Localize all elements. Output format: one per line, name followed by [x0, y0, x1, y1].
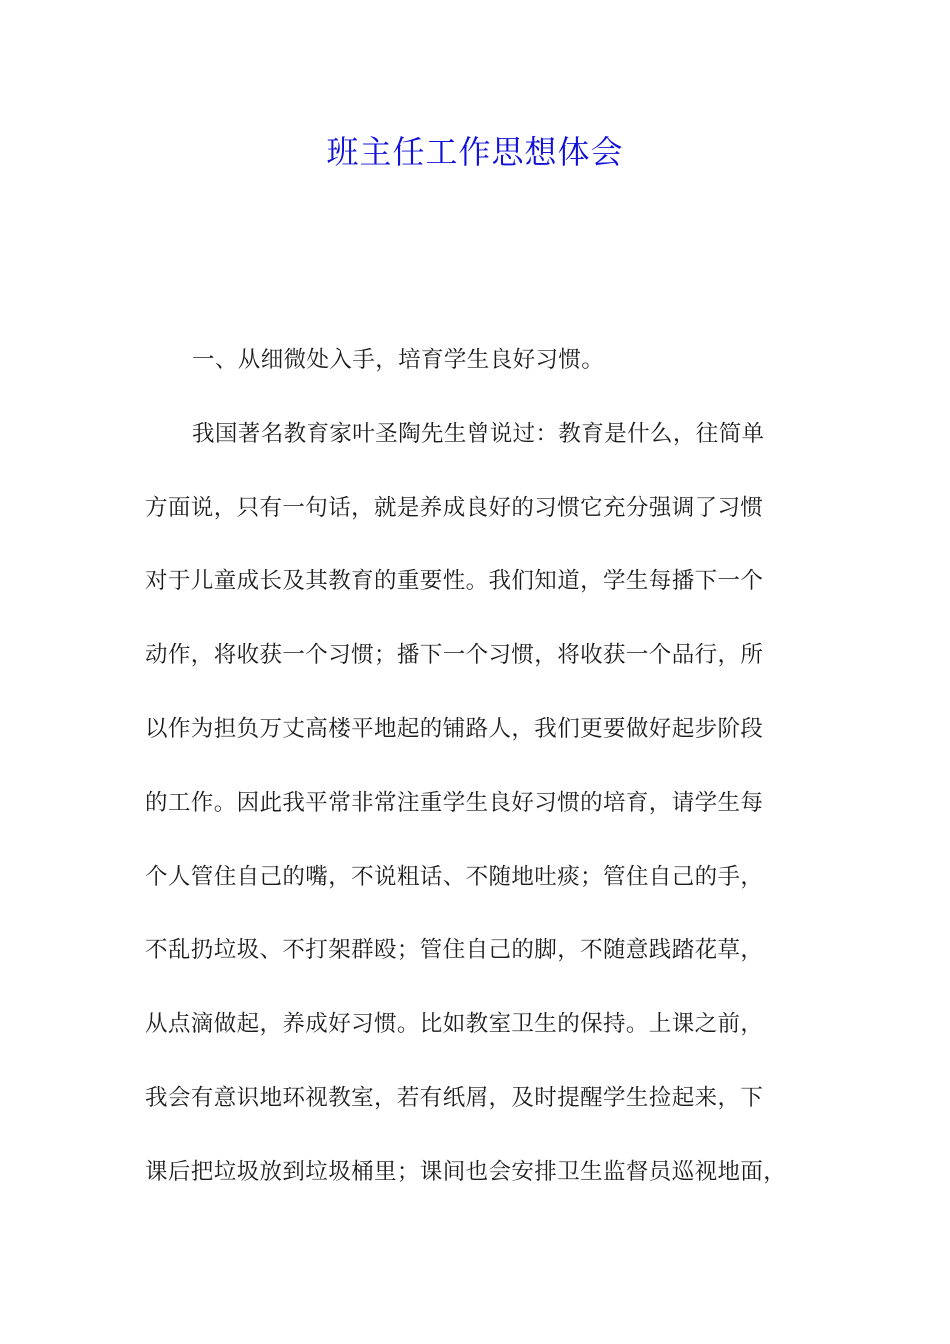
paragraph-line: 方面说，只有一句话，就是养成良好的习惯它充分强调了习惯	[145, 494, 764, 521]
paragraph-line: 对于儿童成长及其教育的重要性。我们知道，学生每播下一个	[145, 568, 764, 595]
paragraph-line: 动作，将收获一个习惯；播下一个习惯，将收获一个品行，所	[145, 642, 764, 669]
paragraph-line: 我国著名教育家叶圣陶先生曾说过：教育是什么，往简单	[192, 420, 765, 447]
paragraph-line: 我会有意识地环视教室，若有纸屑，及时提醒学生捡起来，下	[145, 1084, 764, 1111]
document-body	[145, 338, 810, 1224]
section-heading: 一、从细微处入手，培育学生良好习惯。	[192, 347, 605, 373]
paragraph-line: 以作为担负万丈高楼平地起的铺路人，我们更要做好起步阶段	[145, 715, 764, 742]
paragraph-line: 不乱扔垃圾、不打架群殴；管住自己的脚，不随意践踏花草，	[145, 937, 764, 964]
paragraph-line: 从点滴做起，养成好习惯。比如教室卫生的保持。上课之前，	[145, 1011, 764, 1038]
document-title: 班主任工作思想体会	[326, 133, 624, 171]
paragraph-line: 的工作。因此我平常非常注重学生良好习惯的培育，请学生每	[145, 789, 764, 816]
paragraph-line: 课后把垃圾放到垃圾桶里；课间也会安排卫生监督员巡视地面，	[145, 1158, 787, 1185]
paragraph-line: 个人管住自己的嘴，不说粗话、不随地吐痰；管住自己的手，	[145, 863, 764, 890]
